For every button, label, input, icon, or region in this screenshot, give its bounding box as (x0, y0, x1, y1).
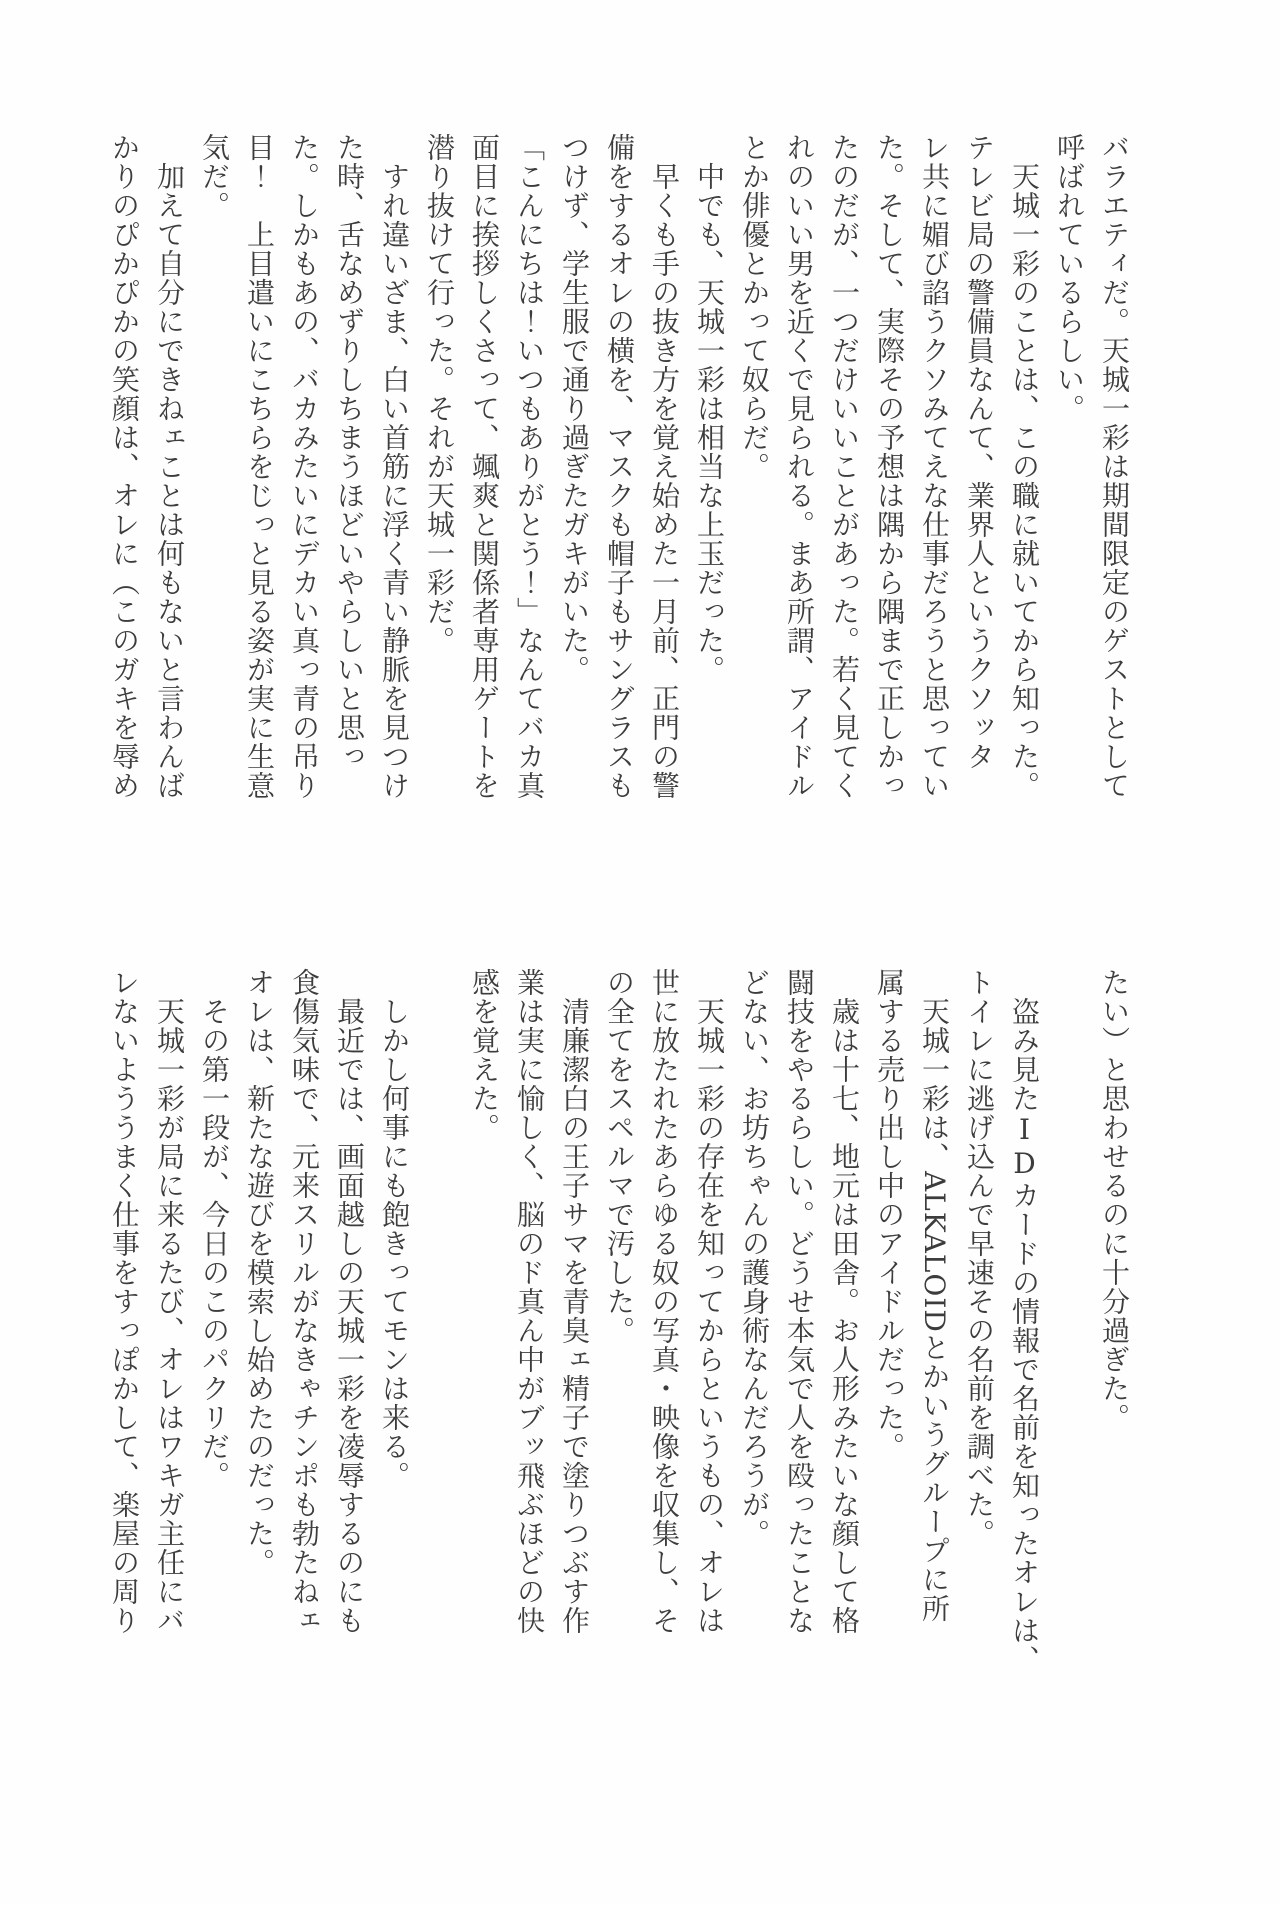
text-line: レ共に媚び諂うクソみてえな仕事だろうと思ってい (918, 133, 951, 800)
text-line: テレビ局の警備員なんて、業界人というクソッタ (963, 133, 996, 771)
text-line: 「こんにちは！いつもありがとう！」なんてバカ真 (513, 133, 546, 800)
text-line: すれ違いざま、白い首筋に浮く青い静脈を見つけ (378, 133, 411, 800)
text-line: 盗み見たIDカードの情報で名前を知ったオレは、 (1008, 968, 1041, 1674)
text-line: たい）と思わせるのに十分過ぎた。 (1098, 968, 1131, 1432)
text-line: トイレに逃げ込んで早速その名前を調べた。 (963, 968, 996, 1548)
text-line: 天城一彩は、ALKALOIDとかいうグループに所 (918, 968, 951, 1623)
text-line: た時、舌なめずりしちまうほどいやらしいと思っ (333, 133, 366, 771)
text-line: 面目に挨拶しくさって、颯爽と関係者専用ゲートを (468, 133, 501, 800)
text-line: 清廉潔白の王子サマを青臭ェ精子で塗りつぶす作 (558, 968, 591, 1635)
text-line: とか俳優とかって奴らだ。 (738, 133, 771, 481)
text-line: オレは、新たな遊びを模索し始めたのだった。 (243, 968, 276, 1577)
text-line: 業は実に愉しく、脳のド真ん中がブッ飛ぶほどの快 (513, 968, 546, 1635)
text-line: かりのぴかぴかの笑顔は、オレに（このガキを辱め (108, 133, 141, 800)
text-line: 食傷気味で、元来スリルがなきゃチンポも勃たねェ (288, 968, 321, 1635)
text-line: 気だ。 (198, 133, 231, 220)
text-block-top (102, 133, 1137, 800)
text-line: その第一段が、今日のこのパクリだ。 (198, 968, 231, 1490)
text-line: 歳は十七、地元は田舎。お人形みたいな顔して格 (828, 968, 861, 1635)
text-line: た。そして、実際その予想は隅から隅まで正しかっ (873, 133, 906, 800)
text-line: たのだが、一つだけいいことがあった。若く見てく (828, 133, 861, 800)
text-line: 天城一彩のことは、この職に就いてから知った。 (1008, 133, 1041, 800)
text-line: 闘技をやるらしい。どうせ本気で人を殴ったことな (783, 968, 816, 1635)
text-line: つけず、学生服で通り過ぎたガキがいた。 (558, 133, 591, 684)
text-line: 目！ 上目遣いにこちらをじっと見る姿が実に生意 (243, 133, 276, 800)
text-line: 備をするオレの横を、マスクも帽子もサングラスも (603, 133, 636, 800)
text-line: 属する売り出し中のアイドルだった。 (873, 968, 906, 1461)
text-line: 感を覚えた。 (468, 968, 501, 1142)
upright-latin: ID (1008, 1113, 1041, 1181)
text-line: 呼ばれているらしい。 (1053, 133, 1086, 423)
text-line: れのいい男を近くで見られる。まあ所謂、アイドル (783, 133, 816, 800)
text-line: た。しかもあの、バカみたいにデカい真っ青の吊り (288, 133, 321, 800)
text-line: レないよううまく仕事をすっぽかして、楽屋の周り (108, 968, 141, 1635)
text-line: どない、お坊ちゃんの護身術なんだろうが。 (738, 968, 771, 1548)
text-line: しかし何事にも飽きってモンは来る。 (378, 968, 411, 1490)
text-line: 中でも、天城一彩は相当な上玉だった。 (693, 133, 726, 684)
text-line: 世に放たれたあらゆる奴の写真・映像を収集し、そ (648, 968, 681, 1635)
text-line: 潜り抜けて行った。それが天城一彩だ。 (423, 133, 456, 655)
text-line: 加えて自分にできねェことは何もないと言わんば (153, 133, 186, 800)
text-line: バラエティだ。天城一彩は期間限定のゲストとして (1098, 133, 1131, 800)
text-line: 天城一彩の存在を知ってからというもの、オレは (693, 968, 726, 1635)
text-line: の全てをスペルマで汚した。 (603, 968, 636, 1345)
blank-line (1047, 968, 1092, 1668)
text-block-bottom (102, 968, 1137, 1674)
text-line: 早くも手の抜き方を覚え始めた一月前、正門の警 (648, 133, 681, 800)
text-line: 最近では、画面越しの天城一彩を凌辱するのにも (333, 968, 366, 1635)
text-line: 天城一彩が局に来るたび、オレはワキガ主任にバ (153, 968, 186, 1635)
blank-line (417, 968, 462, 1668)
